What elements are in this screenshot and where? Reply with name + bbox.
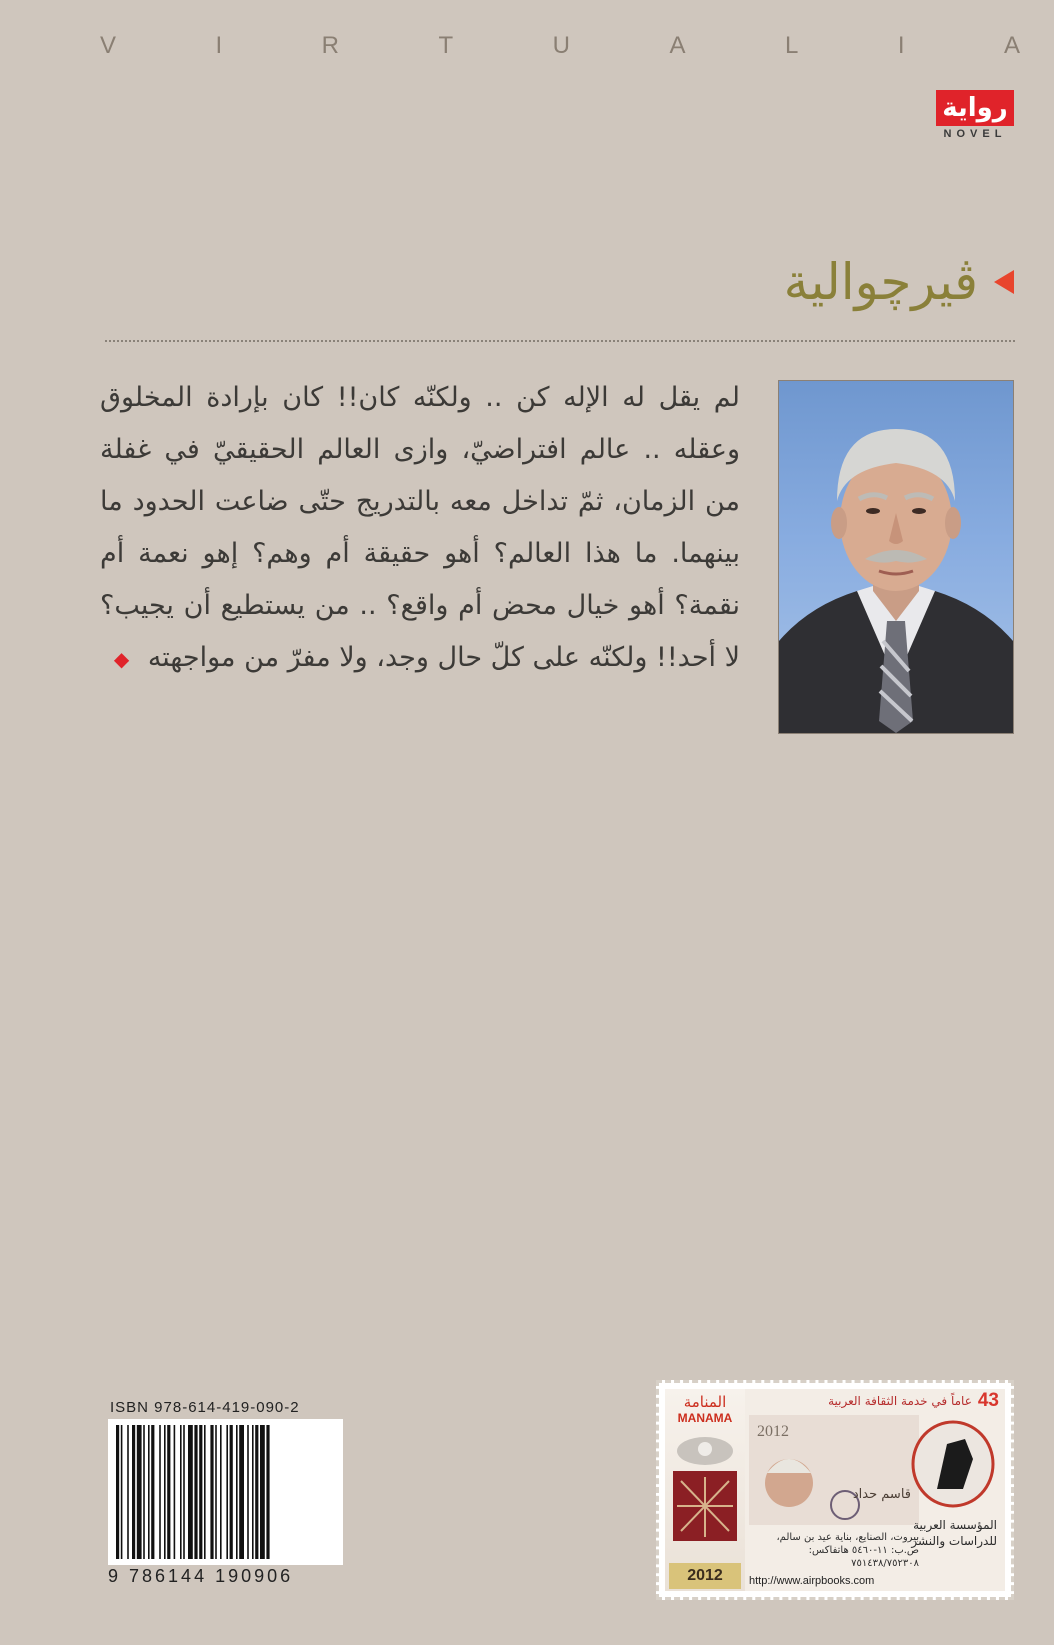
barcode-bar bbox=[188, 1425, 193, 1559]
stamp-year: 2012 bbox=[669, 1563, 741, 1589]
barcode-digits: 9 786144 190906 bbox=[108, 1566, 294, 1586]
barcode-bars-image bbox=[108, 1419, 343, 1565]
barcode-bar bbox=[143, 1425, 145, 1559]
blurb-end-diamond-icon: ◆ bbox=[113, 647, 130, 671]
virtualia-wordmark bbox=[100, 32, 1020, 60]
barcode-bar bbox=[159, 1425, 161, 1559]
barcode-bar bbox=[247, 1425, 249, 1559]
wordmark-letter: V bbox=[100, 32, 117, 59]
barcode-bar bbox=[204, 1425, 206, 1559]
wordmark-letter: L bbox=[784, 32, 799, 59]
blurb bbox=[100, 372, 740, 685]
barcode-bar bbox=[199, 1425, 202, 1559]
stamp-portrait-image bbox=[749, 1415, 919, 1525]
title-row bbox=[784, 252, 1014, 312]
wordmark-letter: T bbox=[438, 32, 454, 59]
dotted-divider bbox=[105, 340, 1015, 342]
blurb-text: لم يقل له الإله كن .. ولكنّه كان!! كان بإرادة المخلوق وعقله .. عالم افتراضيّ، وازى العالم الحقيقيّ في غفلة من الزمان، ثمّ تداخل معه بالتدريج حتّى ضاعت الحدود ما بينهما. ما هذا العالم؟ أهو حقيقة أم وهم؟ إهو نعمة أم نقمة؟ أهو خيال محض أم واقع؟ .. من يستطيع أن يجيب؟ لا أحد!! ولكنّه على كلّ حال وجد، ولا مفرّ من مواجهته bbox=[100, 382, 740, 673]
author-photo bbox=[778, 380, 1014, 734]
wordmark-letter: A bbox=[669, 32, 686, 59]
stamp-person-name: قاسم حداد bbox=[852, 1487, 911, 1502]
wordmark-letter: I bbox=[215, 32, 223, 59]
barcode-bar bbox=[236, 1425, 238, 1559]
barcode-bar bbox=[116, 1425, 119, 1559]
stamp-address: بيروت، الصنايع، بناية عيد بن سالم، ص.ب: ١١-٥٤٦٠ هاتفاكس: ٧٥١٤٣٨/٧٥٢٣٠٨ bbox=[776, 1532, 919, 1569]
stamp-center-image bbox=[749, 1415, 919, 1525]
barcode-bar bbox=[151, 1425, 154, 1559]
barcode-bar bbox=[194, 1425, 197, 1559]
stamp-publisher: المؤسسة العربية للدراسات والنشر bbox=[911, 1518, 997, 1548]
barcode-bar bbox=[220, 1425, 222, 1559]
series-badge: رواية bbox=[936, 90, 1014, 126]
barcode-bar bbox=[167, 1425, 170, 1559]
barcode-bar bbox=[226, 1425, 228, 1559]
stamp-tagline: عاماً في خدمة الثقافة العربية bbox=[828, 1394, 972, 1408]
barcode-bar bbox=[210, 1425, 213, 1559]
barcode-bar bbox=[230, 1425, 233, 1559]
barcode-bar bbox=[239, 1425, 244, 1559]
wordmark-letter: R bbox=[321, 32, 339, 59]
barcode-bar bbox=[180, 1425, 182, 1559]
author-portrait-image bbox=[779, 381, 1013, 733]
stamp-header bbox=[745, 1389, 1005, 1413]
stamp-center-year: 2012 bbox=[757, 1423, 789, 1440]
barcode-bar bbox=[252, 1425, 254, 1559]
stamp-city-en: MANAMA bbox=[677, 1411, 733, 1425]
wordmark-letter: A bbox=[1003, 32, 1020, 59]
stamp-url: http://www.airpbooks.com bbox=[749, 1575, 875, 1587]
barcode-bar bbox=[127, 1425, 129, 1559]
stamp-inner bbox=[665, 1389, 1005, 1591]
book-title: ڤيرچوالية bbox=[783, 253, 978, 311]
barcode-bar bbox=[183, 1425, 185, 1559]
postage-stamp bbox=[656, 1380, 1014, 1600]
barcode-bar bbox=[148, 1425, 150, 1559]
barcode-bar bbox=[215, 1425, 217, 1559]
barcode bbox=[108, 1419, 343, 1565]
pearl-emblem-icon bbox=[665, 1427, 745, 1547]
publisher-logo-icon bbox=[907, 1419, 999, 1509]
wordmark-letter: I bbox=[897, 32, 905, 59]
stamp-years: 43 bbox=[977, 1390, 999, 1411]
barcode-bar bbox=[260, 1425, 265, 1559]
series-logo bbox=[935, 90, 1015, 140]
barcode-bar bbox=[266, 1425, 269, 1559]
stamp-city-ar: المنامة bbox=[683, 1393, 727, 1411]
title-arrow-icon bbox=[994, 270, 1014, 294]
barcode-bar bbox=[132, 1425, 135, 1559]
series-label: NOVEL bbox=[943, 128, 1007, 140]
wordmark-letter: U bbox=[552, 32, 570, 59]
barcode-bar bbox=[137, 1425, 142, 1559]
barcode-bar bbox=[164, 1425, 166, 1559]
barcode-bar bbox=[121, 1425, 123, 1559]
barcode-bar bbox=[255, 1425, 258, 1559]
isbn-text: ISBN 978-614-419-090-2 bbox=[110, 1399, 300, 1416]
stamp-left-panel bbox=[665, 1389, 745, 1591]
barcode-bar bbox=[174, 1425, 176, 1559]
